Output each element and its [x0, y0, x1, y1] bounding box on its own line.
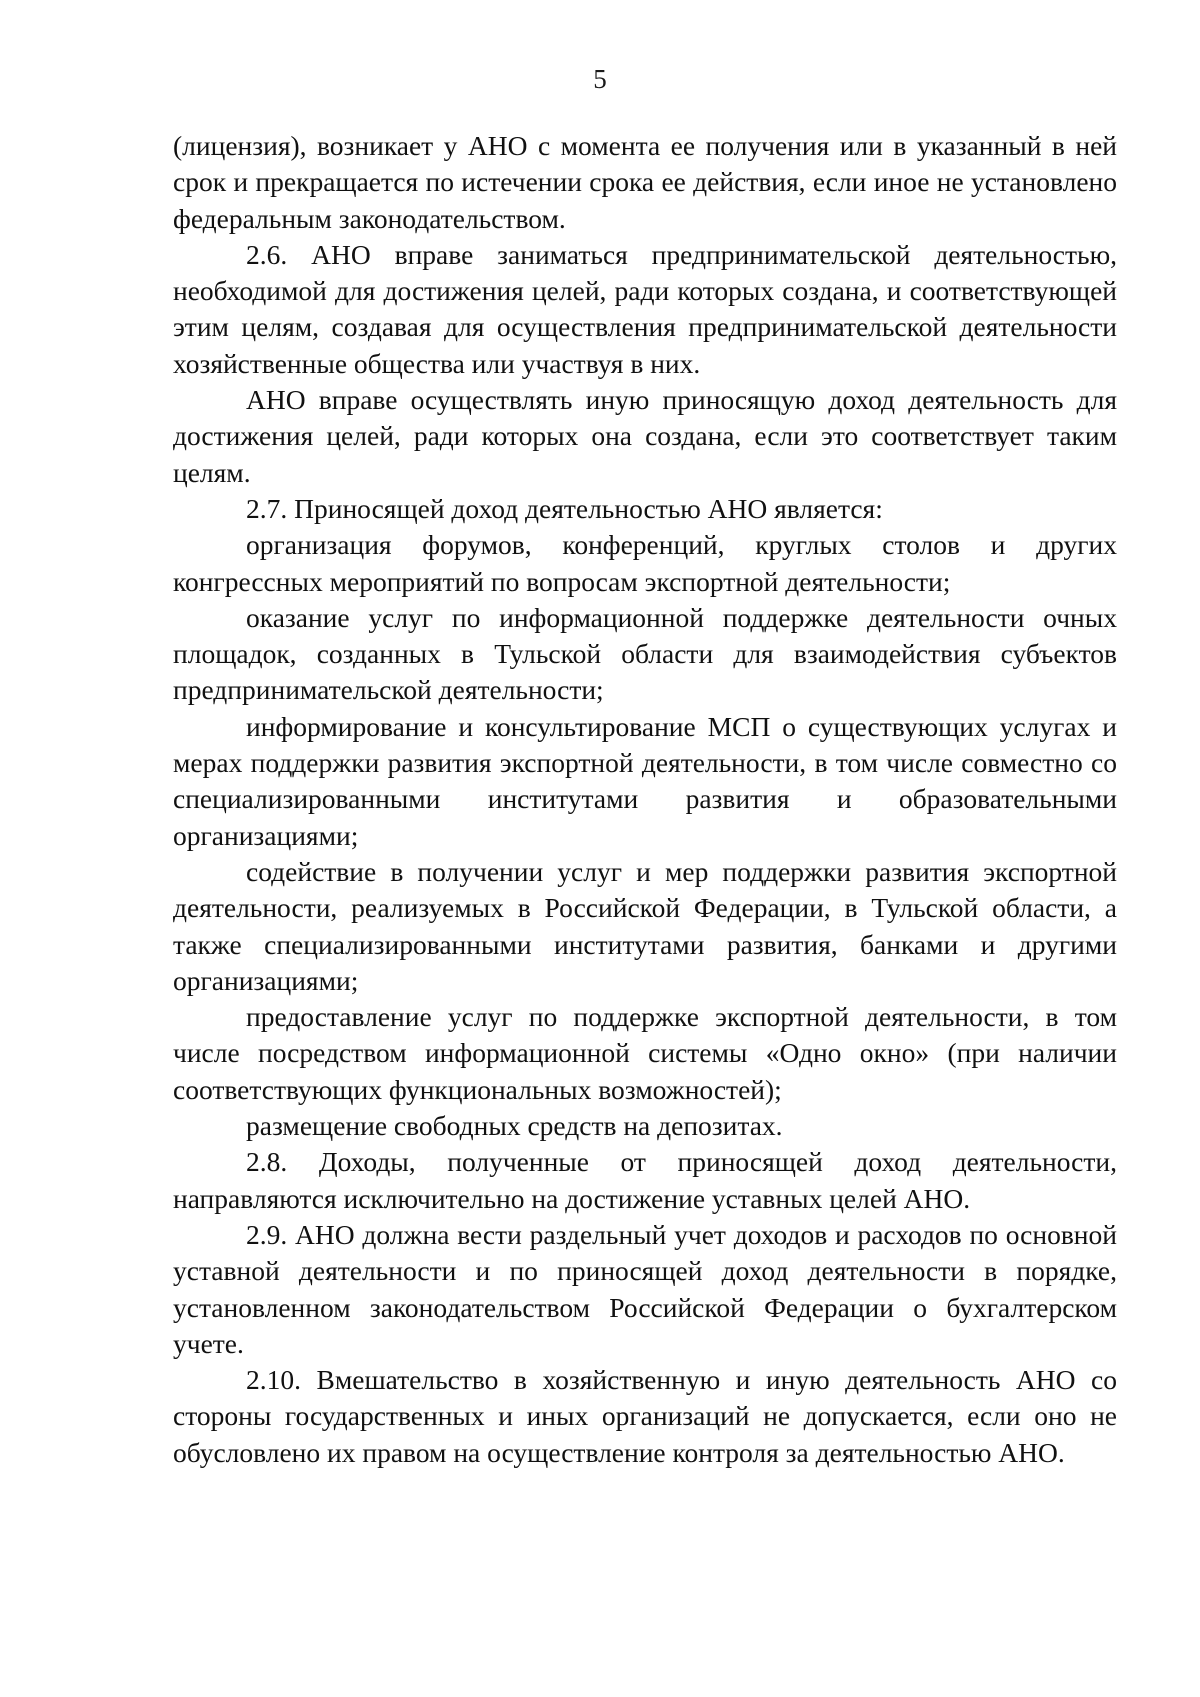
paragraph-continuation: (лицензия), возникает у АНО с момента ее получения или в указанный в ней срок и прекращается по истечении срока ее действия, если иное не установлено федеральным законодательством.: [173, 130, 1117, 234]
page-number: 5: [593, 64, 607, 94]
list-item-services: предоставление услуг по поддержке экспортной деятельности, в том числе посредством информационной системы «Одно окно» (при наличии соответствующих функциональных возможностей);: [173, 1001, 1117, 1105]
list-item-forums: организация форумов, конференций, круглых столов и других конгрессных мероприятий по вопросам экспортной деятельности;: [173, 529, 1117, 597]
list-item-deposits: размещение свободных средств на депозитах.: [246, 1110, 783, 1142]
document-body: [173, 128, 1117, 1471]
list-item-assistance: содействие в получении услуг и мер поддержки развития экспортной деятельности, реализуемых в Российской Федерации, в Тульской области, а также специализированными институтами развития, банками и другими организациями;: [173, 855, 1117, 996]
list-item-info-support: оказание услуг по информационной поддержке деятельности очных площадок, созданных в Тульской области для взаимодействия субъектов предпринимательской деятельности;: [173, 601, 1117, 706]
paragraph-2-8: 2.8. Доходы, полученные от приносящей доход деятельности, направляются исключительно на достижение уставных целей АНО.: [173, 1146, 1117, 1214]
paragraph-2-7: 2.7. Приносящей доход деятельностью АНО является:: [246, 492, 883, 524]
list-item-consulting: информирование и консультирование МСП о существующих услугах и мерах поддержки развития экспортной деятельности, в том числе совместно со специализированными институтами развития и образовательными организациями;: [173, 710, 1117, 851]
paragraph-other-income: АНО вправе осуществлять иную приносящую доход деятельность для достижения целей, ради которых она создана, если это соответствует таким целям.: [173, 384, 1117, 488]
paragraph-2-9: 2.9. АНО должна вести раздельный учет доходов и расходов по основной уставной деятельности и по приносящей доход деятельности в порядке, установленном законодательством Российской Федерации о бухгалтерском учете.: [173, 1218, 1117, 1359]
paragraph-2-10: 2.10. Вмешательство в хозяйственную и иную деятельность АНО со стороны государственных и иных организаций не допускается, если оно не обусловлено их правом на осуществление контроля за деятельностью АНО.: [173, 1364, 1117, 1468]
paragraph-2-6: 2.6. АНО вправе заниматься предпринимательской деятельностью, необходимой для достижения целей, ради которых создана, и соответствующей этим целям, создавая для осуществления предпринимательской деятельности хозяйственные общества или участвуя в них.: [173, 238, 1117, 379]
